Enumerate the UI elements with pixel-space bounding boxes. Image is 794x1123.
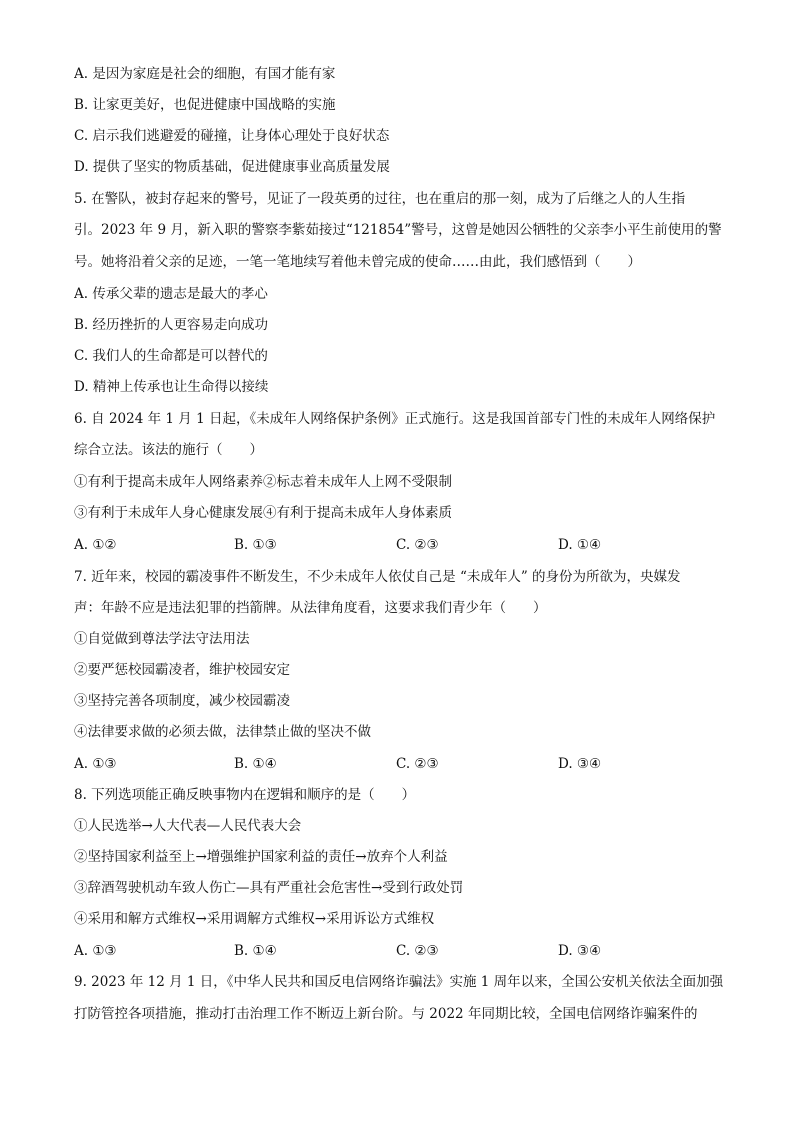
q6-statements-line-1: ①有利于提高未成年人网络素养②标志着未成年人上网不受限制	[74, 474, 452, 490]
q6-choice-d: D. ①④	[558, 537, 602, 553]
q8-statement-3: ③辞酒驾驶机动车致人伤亡—具有严重社会危害性→受到行政处罚	[74, 880, 464, 896]
q7-stem-line-2: 声：年龄不应是违法犯罪的挡箭牌。从法律角度看，这要求我们青少年（ ）	[74, 600, 547, 616]
q6-stem-line-2: 综合立法。该法的施行（ ）	[74, 442, 263, 458]
q8-choice-d: D. ③④	[558, 943, 602, 959]
q7-statement-1: ①自觉做到尊法学法守法用法	[74, 631, 250, 647]
q8-statement-1: ①人民选举→人大代表—人民代表大会	[74, 818, 302, 834]
q8-choice-c: C. ②③	[396, 943, 439, 959]
q6-choice-b: B. ①③	[234, 537, 277, 553]
q7-statement-3: ③坚持完善各项制度，减少校园霸凌	[74, 693, 290, 709]
q6-choice-a: A. ①②	[74, 537, 117, 553]
q8-statement-2: ②坚持国家利益至上→增强维护国家利益的责任→放弃个人利益	[74, 849, 448, 865]
q7-choice-d: D. ③④	[558, 756, 602, 772]
q4-option-a: A. 是因为家庭是社会的细胞，有国才能有家	[74, 66, 336, 82]
q8-choice-a: A. ①③	[74, 943, 117, 959]
q5-option-a: A. 传承父辈的遗志是最大的孝心	[74, 286, 268, 302]
q7-statement-4: ④法律要求做的必须去做，法律禁止做的坚决不做	[74, 724, 371, 740]
q6-choices	[74, 535, 724, 555]
q4-option-c: C. 启示我们逃避爱的碰撞，让身体心理处于良好状态	[74, 128, 390, 144]
q8-stem: 8. 下列选项能正确反映事物内在逻辑和顺序的是（ ）	[74, 787, 416, 803]
q4-option-d: D. 提供了坚实的物质基础，促进健康事业高质量发展	[74, 159, 390, 175]
q7-choice-b: B. ①④	[234, 756, 277, 772]
q7-choice-c: C. ②③	[396, 756, 439, 772]
q5-option-d: D. 精神上传承也让生命得以接续	[74, 379, 269, 395]
q4-option-b: B. 让家更美好，也促进健康中国战略的实施	[74, 97, 336, 113]
q7-choices	[74, 754, 724, 774]
q8-choice-b: B. ①④	[234, 943, 277, 959]
q7-stem-line-1: 7. 近年来，校园的霸凌事件不断发生，不少未成年人依仗自己是 “未成年人” 的身份为所欲为，央媒发	[74, 569, 681, 585]
q5-option-c: C. 我们人的生命都是可以替代的	[74, 348, 268, 364]
q5-stem-line-1: 5. 在警队，被封存起来的警号，见证了一段英勇的过往，也在重启的那一刻，成为了后继之人的人生指	[74, 191, 686, 207]
q5-stem-line-2: 引。2023 年 9 月，新入职的警察李紫茹接过“121854”警号，这曾是她因公牺牲的父亲李小平生前使用的警	[74, 222, 722, 238]
q5-stem-line-3: 号。她将沿着父亲的足迹，一笔一笔地续写着他未曾完成的使命……由此，我们感悟到（ ）	[74, 254, 641, 270]
q9-stem-line-2: 打防管控各项措施，推动打击治理工作不断迈上新台阶。与 2022 年同期比较，全国电信网络诈骗案件的	[74, 1006, 698, 1022]
q6-statements-line-2: ③有利于未成年人身心健康发展④有利于提高未成年人身体素质	[74, 505, 452, 521]
q7-choice-a: A. ①③	[74, 756, 117, 772]
q6-stem-line-1: 6. 自 2024 年 1 月 1 日起，《未成年人网络保护条例》正式施行。这是我国首部专门性的未成年人网络保护	[74, 411, 716, 427]
q8-statement-4: ④采用和解方式维权→采用调解方式维权→采用诉讼方式维权	[74, 911, 435, 927]
q9-stem-line-1: 9. 2023 年 12 月 1 日，《中华人民共和国反电信网络诈骗法》实施 1 周年以来，全国公安机关依法全面加强	[74, 974, 724, 990]
q5-option-b: B. 经历挫折的人更容易走向成功	[74, 317, 269, 333]
q6-choice-c: C. ②③	[396, 537, 439, 553]
q8-choices	[74, 941, 724, 961]
q7-statement-2: ②要严惩校园霸凌者，维护校园安定	[74, 662, 290, 678]
